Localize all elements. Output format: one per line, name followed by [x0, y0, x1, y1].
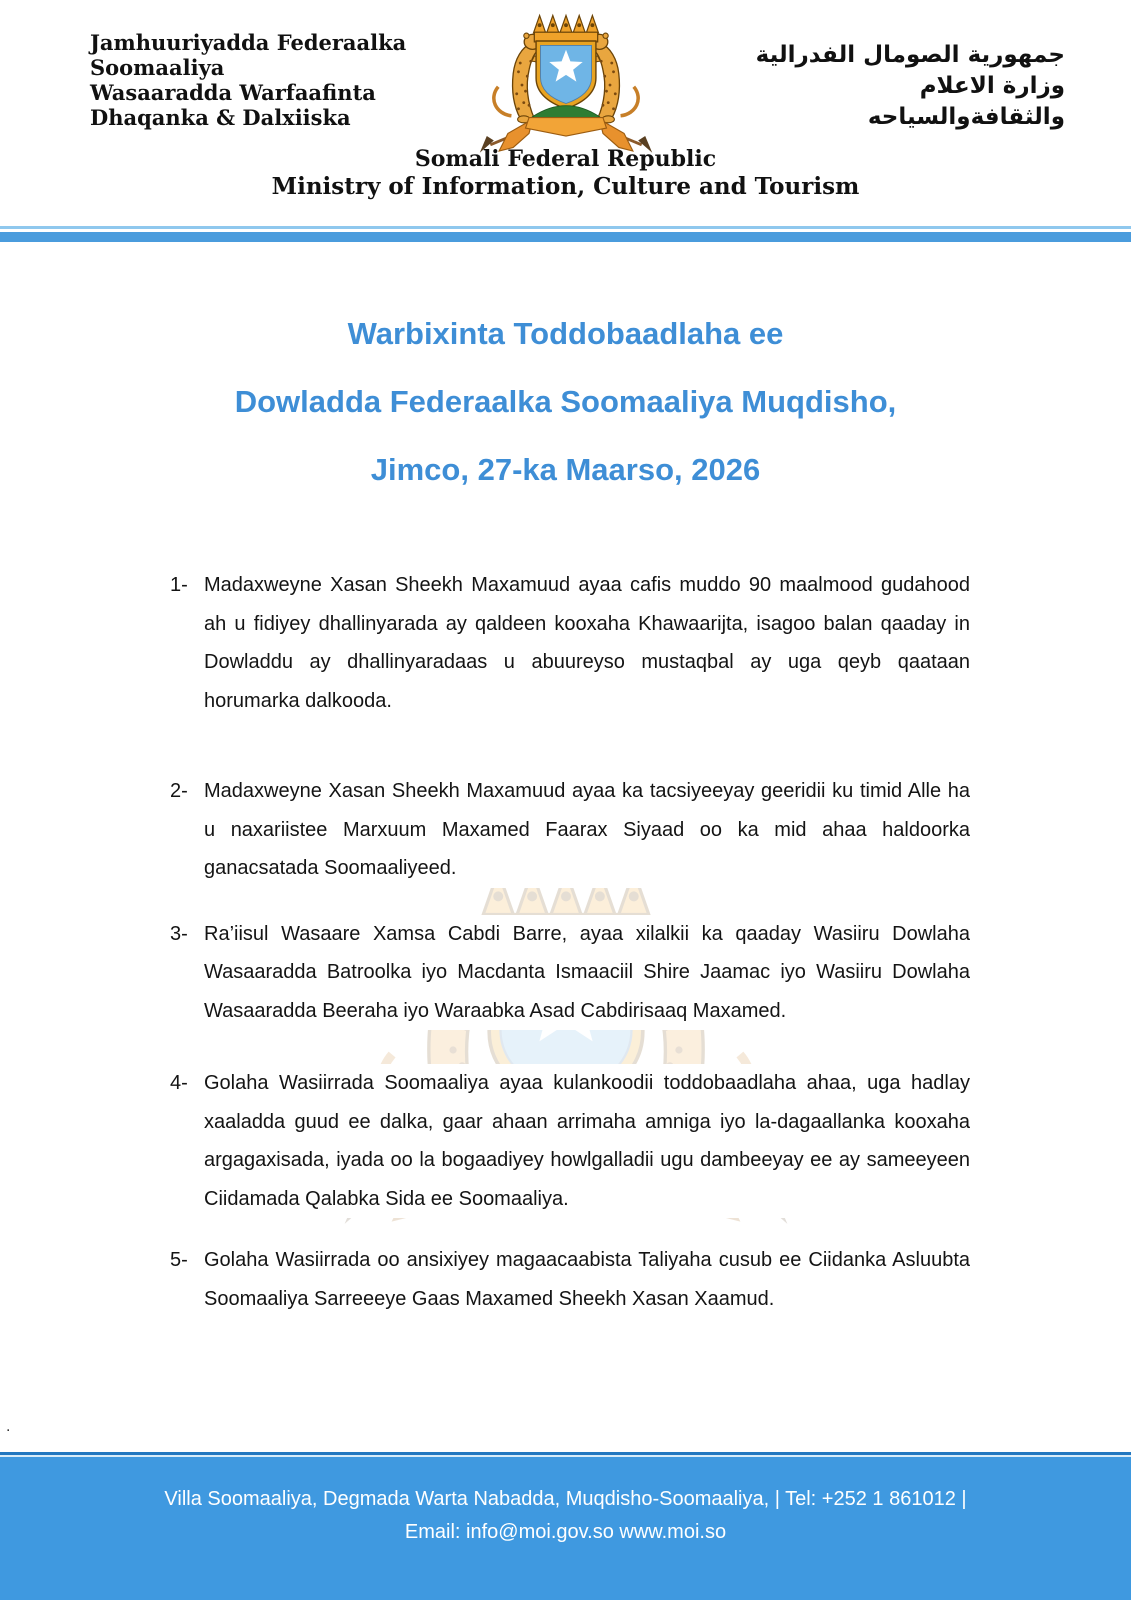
title-line: Jimco, 27-ka Maarso, 2026	[370, 452, 761, 487]
org-line: Soomaaliya	[90, 55, 225, 80]
list-item	[170, 915, 970, 1031]
item-text: Golaha Wasiirrada oo ansixiyey magaacaabista Taliyaha cusub ee Ciidanka Asluubta Soomaaliya Sarreeeye Gaas Maxamed Sheekh Xasan Xaamud.	[204, 1249, 970, 1310]
header-separator-bar	[0, 226, 1131, 242]
item-text: Madaxweyne Xasan Sheekh Maxamuud ayaa ka tacsiyeeyay geeridii ku timid Alle ha u naxariistee Marxuum Maxamed Faarax Siyaad oo ka mid ahaa haldoorka ganacsatada Soomaaliyeed.	[204, 780, 970, 879]
title-line: Warbixinta Toddobaadlaha ee	[347, 316, 784, 351]
arabic-line: والثقافةوالسياحه	[867, 104, 1065, 130]
org-line: Jamhuuriyadda Federaalka	[90, 30, 407, 55]
list-item	[170, 1241, 970, 1318]
document-title	[0, 300, 1131, 504]
item-text: Ra’iisul Wasaare Xamsa Cabdi Barre, ayaa xilalkii ka qaaday Wasiiru Dowlaha Wasaaradda Batroolka iyo Macdanta Ismaaciil Shire Jaamac iyo Wasiiru Dowlaha Wasaaradda Beeraha iyo Waraabka Asad Cabdirisaaq Maxamed.	[204, 922, 970, 1022]
list-item	[170, 566, 970, 720]
item-number: 3-	[170, 922, 188, 945]
title-line: Dowladda Federaalka Soomaaliya Muqdisho,	[234, 384, 897, 419]
item-number: 5-	[170, 1249, 188, 1271]
arabic-line: جمهورية الصومال الفدرالية	[755, 42, 1065, 68]
org-line: Dhaqanka & Dalxiiska	[90, 105, 351, 130]
item-number: 4-	[170, 1072, 188, 1094]
item-number: 1-	[170, 574, 188, 596]
stray-period-mark: .	[6, 1418, 11, 1435]
item-text: Golaha Wasiirrada Soomaaliya ayaa kulankoodii toddobaadlaha ahaa, uga hadlay xaaladda guud ee dalka, gaar ahaan arrimaha amniga iyo la-dagaallanka kooxaha argagaxisada, iyada oo la bogaadiyey howlgalladii ugu dambeeyay ee ay sameeyeen Ciidamada Qalabka Sida ee Soomaaliya.	[204, 1072, 970, 1210]
somalia-coat-of-arms-icon	[478, 10, 654, 160]
ministry-name-english	[0, 146, 1131, 201]
item-text: Madaxweyne Xasan Sheekh Maxamuud ayaa cafis muddo 90 maalmood gudahood ah u fidiyey dhallinyarada ay qaldeen kooxaha Khawaarijta, isagoo balan qaaday in Dowladdu ay dhallinyaradaas u abuureyso mustaqbal ay uga qeyb qaataan horumarka dalkooda.	[204, 574, 970, 712]
separator-stripe-blue	[0, 232, 1131, 242]
list-item	[170, 1064, 970, 1218]
list-item	[170, 772, 970, 888]
footer-contact-info	[0, 1457, 1131, 1600]
item-number: 2-	[170, 780, 188, 802]
footer-email-line: Email: info@moi.gov.so www.moi.so	[404, 1521, 727, 1543]
ministry-name: Ministry of Information, Culture and Tourism	[271, 173, 860, 200]
ministry-name-arabic	[685, 40, 1065, 133]
republic-name: Somali Federal Republic	[414, 146, 717, 172]
ministry-name-somali	[90, 30, 450, 130]
footer-bar	[0, 1452, 1131, 1600]
report-items-list	[170, 566, 970, 1318]
arabic-line: وزارة الاعلام	[919, 73, 1065, 99]
org-line: Wasaaradda Warfaafinta	[90, 80, 376, 105]
footer-address-line: Villa Soomaaliya, Degmada Warta Nabadda, Muqdisho-Soomaaliya, | Tel: +252 1 861012 |	[164, 1488, 967, 1510]
